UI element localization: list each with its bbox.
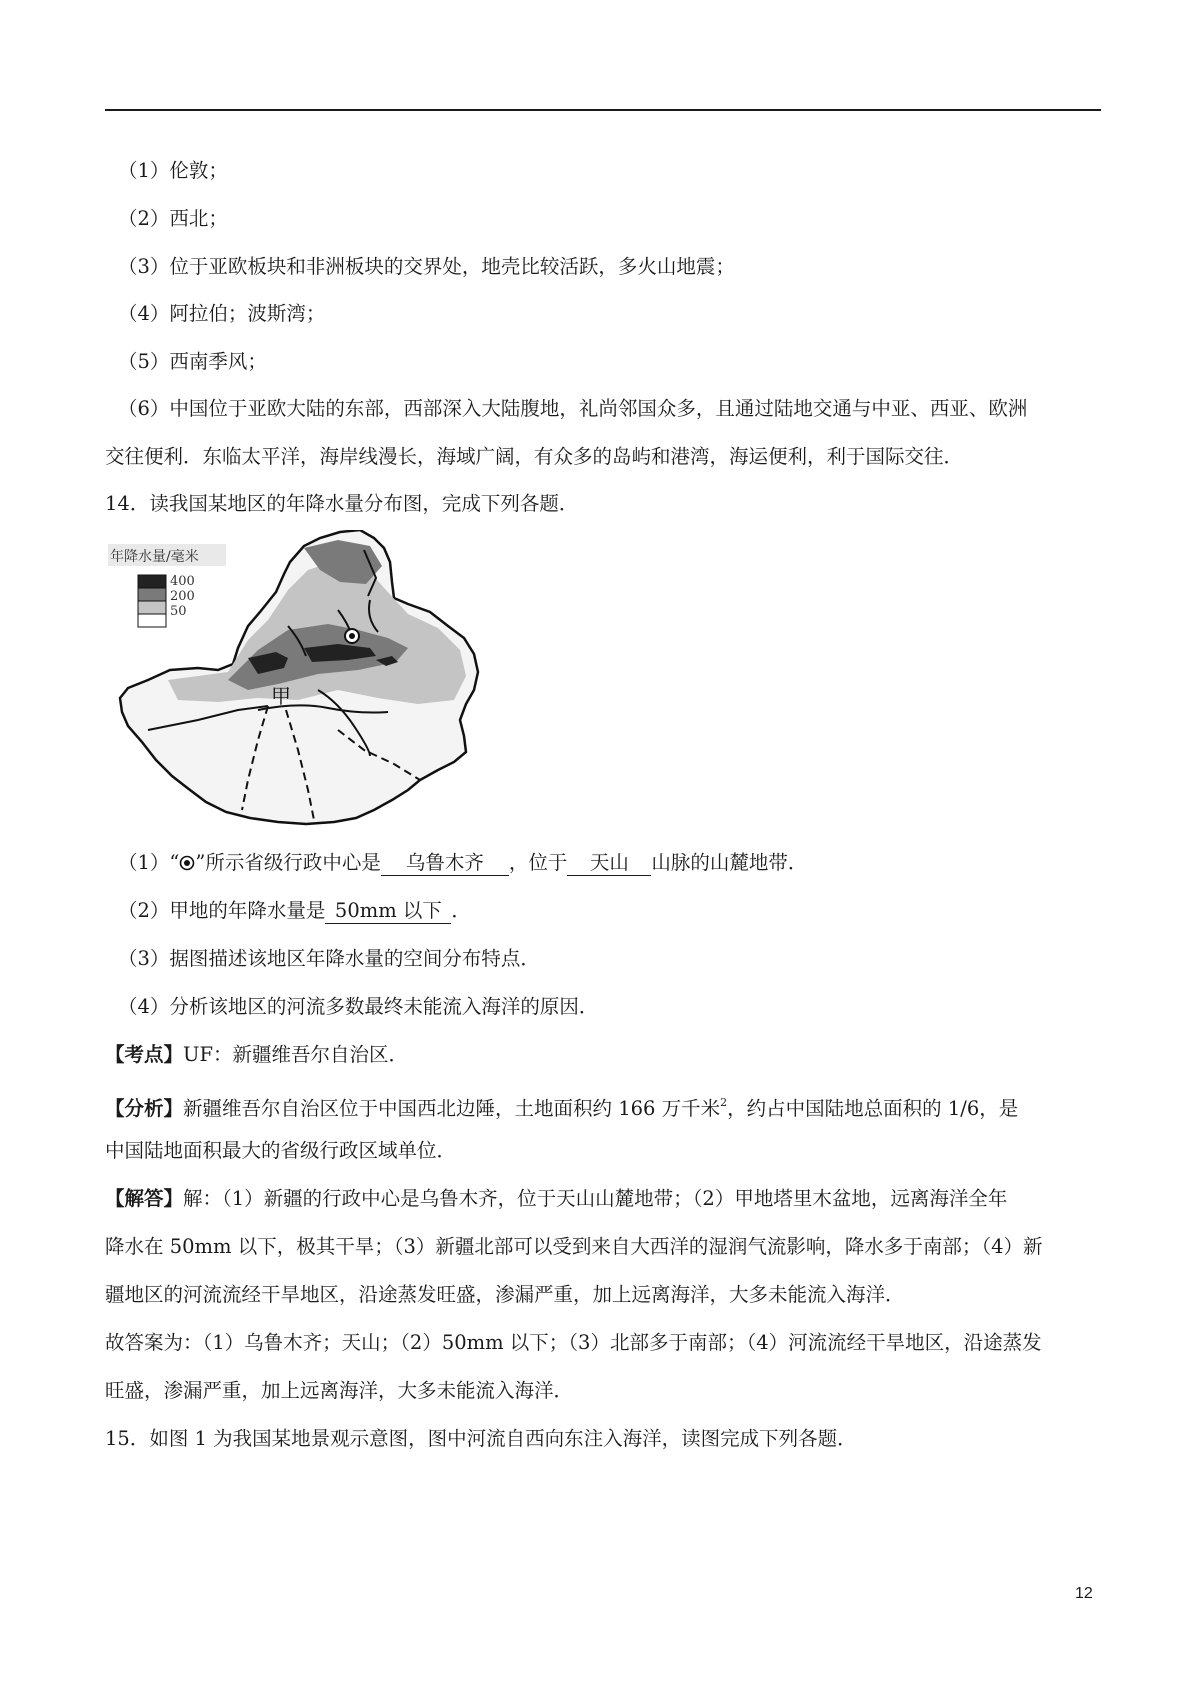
header-rule xyxy=(105,109,1101,111)
answer-line-4: （4）阿拉伯；波斯湾； xyxy=(118,302,326,325)
legend-swatch-400 xyxy=(138,575,166,588)
sub2-prefix: （2）甲地的年降水量是 xyxy=(118,899,326,922)
fenxi-text-1a: 新疆维吾尔自治区位于中国西北边陲，土地面积约 166 万千米 xyxy=(183,1097,721,1120)
legend-swatch-50 xyxy=(138,601,166,614)
legend-value-200: 200 xyxy=(170,589,195,604)
precipitation-map xyxy=(108,530,538,832)
jieda-line-3: 疆地区的河流流经干旱地区，沿途蒸发旺盛，渗漏严重，加上远离海洋，大多未能流入海洋． xyxy=(105,1283,905,1306)
capital-symbol-icon xyxy=(179,855,195,871)
sub1-text-1: ”所示省级行政中心是 xyxy=(195,851,381,874)
sub2-suffix: ． xyxy=(451,899,471,922)
jieda-line-2: 降水在 50mm 以下，极其干旱；（3）新疆北部可以受到来自大西洋的湿润气流影响，降水多于南部；（4）新 xyxy=(105,1235,1043,1258)
legend-value-400: 400 xyxy=(170,574,195,589)
legend-swatch-200 xyxy=(138,588,166,601)
answer-summary-line-1: 故答案为：（1）乌鲁木齐；天山；（2）50mm 以下；（3）北部多于南部；（4）河流流经干旱地区，沿途蒸发 xyxy=(105,1331,1042,1354)
answer-line-6b: 交往便利．东临太平洋，海岸线漫长，海域广阔，有众多的岛屿和港湾，海运便利，利于国际交往． xyxy=(105,445,964,468)
question-15-stem: 15．如图 1 为我国某地景观示意图，图中河流自西向东注入海洋，读图完成下列各题． xyxy=(105,1427,857,1450)
sub1-text-3: 山脉的山麓地带． xyxy=(651,851,808,874)
jieda-line-1 xyxy=(105,1184,1007,1214)
jieda-text-1: 解：（1）新疆的行政中心是乌鲁木齐，位于天山山麓地带；（2）甲地塔里木盆地，远离海洋全年 xyxy=(183,1187,1008,1210)
answer-line-5: （5）西南季风； xyxy=(118,350,267,373)
question-14-sub1 xyxy=(118,848,807,878)
question-14-sub4: （4）分析该地区的河流多数最终未能流入海洋的原因． xyxy=(118,995,599,1018)
question-14-sub2 xyxy=(118,896,471,926)
sub1-text-2: ，位于 xyxy=(508,851,568,874)
kaodian-text: UF：新疆维吾尔自治区． xyxy=(183,1043,408,1066)
answer-line-2: （2）西北； xyxy=(118,207,228,230)
fenxi-line-2: 中国陆地面积最大的省级行政区域单位． xyxy=(105,1139,457,1162)
answer-line-1: （1）伦敦； xyxy=(118,159,228,182)
answer-line-6a: （6）中国位于亚欧大陆的东部，西部深入大陆腹地，礼尚邻国众多，且通过陆地交通与中亚、西亚、欧洲 xyxy=(118,397,1028,420)
sub1-prefix: （1）“ xyxy=(118,851,180,874)
answer-blank-capital: 乌鲁木齐 xyxy=(381,851,509,876)
answer-blank-precip: 50mm 以下 xyxy=(325,899,451,924)
page-number: 12 xyxy=(1075,1585,1093,1602)
question-14-stem: 14．读我国某地区的年降水量分布图，完成下列各题． xyxy=(105,492,579,515)
kaodian-line xyxy=(105,1040,408,1070)
fenxi-text-1b: ，约占中国陆地总面积的 1/6，是 xyxy=(727,1097,1019,1120)
legend-swatch-lt50 xyxy=(138,614,166,627)
capital-symbol-icon xyxy=(345,629,359,643)
answer-blank-mountain: 天山 xyxy=(567,851,651,876)
fenxi-line-1 xyxy=(105,1088,1018,1124)
kaodian-tag: 【考点】 xyxy=(105,1043,184,1066)
jieda-tag: 【解答】 xyxy=(105,1187,184,1210)
superscript-2: 2 xyxy=(720,1096,728,1109)
fenxi-tag: 【分析】 xyxy=(105,1097,184,1120)
answer-line-3: （3）位于亚欧板块和非洲板块的交界处，地壳比较活跃，多火山地震； xyxy=(118,255,735,278)
question-14-sub3: （3）据图描述该地区年降水量的空间分布特点． xyxy=(118,947,540,970)
legend-value-50: 50 xyxy=(170,604,187,619)
legend-title: 年降水量/毫米 xyxy=(110,549,199,565)
region-label-jia: 甲 xyxy=(271,684,291,708)
answer-summary-line-2: 旺盛，渗漏严重，加上远离海洋，大多未能流入海洋． xyxy=(105,1379,574,1402)
